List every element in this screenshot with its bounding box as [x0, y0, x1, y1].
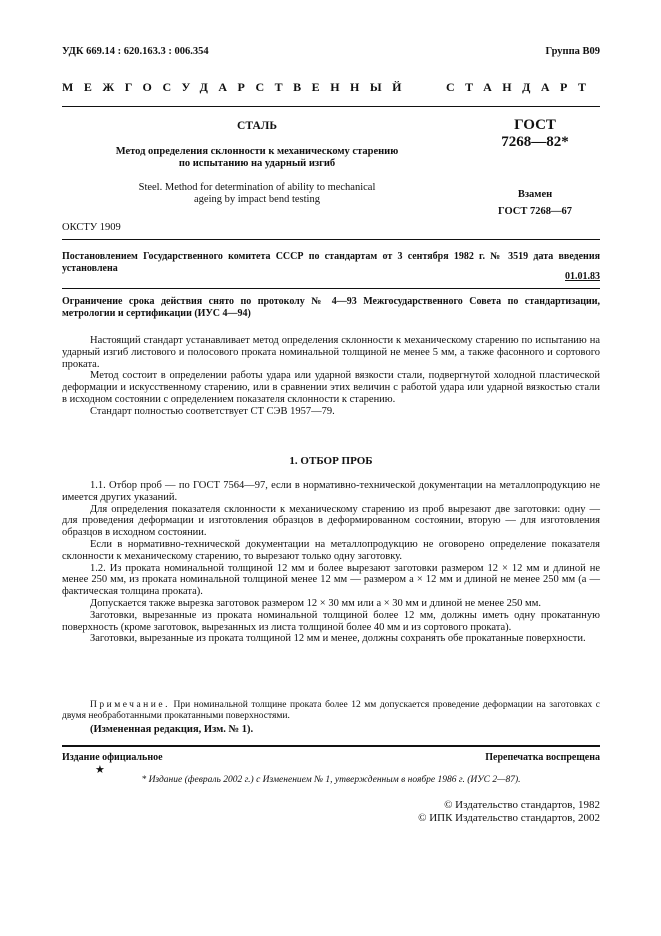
interstate-label: МЕЖГОСУДАРСТВЕННЫЙ [62, 80, 412, 94]
section-body [62, 480, 600, 645]
edition-note: * Издание (февраль 2002 г.) с Изменением № 1, утвержденным в ноябре 1986 г. (ИУС 2—87). [141, 775, 521, 785]
gost-number: 7268—82* [501, 134, 569, 150]
intro-paragraph: Настоящий стандарт устанавливает метод определения склонности к механическому старению по испытанию на ударный изгиб листового и полосового проката номинальной толщиной не менее 5 мм, а также фасонного и сортового проката. [62, 335, 600, 370]
title-en-line2: ageing by impact bend testing [194, 194, 320, 205]
official-edition: Издание официальное [62, 752, 163, 763]
decree-text: Постановлением Государственного комитета СССР по стандартам от 3 сентября 1982 г. № 3519 дата введения установлена [62, 251, 600, 274]
gost-designation [470, 117, 600, 151]
section-paragraph: Заготовки, вырезанные из проката толщиной 12 мм и менее, должны сохранять обе прокатанные поверхности. [90, 633, 586, 645]
replaces-label: Взамен [517, 189, 553, 200]
footer-rule [62, 745, 600, 747]
section-paragraph: 1.2. Из проката номинальной толщиной 12 мм и более вырезают заготовки размером 12 × 12 мм и длиной не менее 250 мм, из проката номинальной толщиной менее 12 мм — размером а × 12 мм и длиной не менее 250 мм (а — фактическая толщина проката). [62, 562, 600, 598]
udk-code: УДК 669.14 : 620.163.3 : 006.354 [62, 46, 209, 57]
title-en [62, 182, 452, 206]
copyright-line: © ИПК Издательство стандартов, 2002 [418, 812, 600, 824]
section-paragraph: Допускается также вырезка заготовок размером 12 × 30 мм или а × 30 мм и длиной не менее 250 мм. [90, 597, 541, 609]
copyright-line: © Издательство стандартов, 1982 [444, 799, 600, 811]
decree-rule [62, 288, 600, 289]
title-en-line1: Steel. Method for determination of ability to mechanical [138, 182, 376, 193]
header-rule [62, 106, 600, 107]
section-paragraph: 1.1. Отбор проб — по ГОСТ 7564—97, если в нормативно-технической документации на металлопродукцию не имеется других указаний. [62, 480, 600, 503]
okstu-code: ОКСТУ 1909 [62, 222, 121, 233]
title-ru-line2: по испытанию на ударный изгиб [178, 158, 336, 169]
decree-date: 01.01.83 [565, 271, 600, 282]
section-paragraph: Заготовки, вырезанные из проката номинальной толщиной более 12 мм, должны иметь одну прокатанную поверхность (кроме заготовок, вырезанных из листа толщиной более 40 мм и из сортового проката). [62, 609, 600, 633]
section-paragraph: Если в нормативно-технической документации на металлопродукцию не оговорено определение показателя склонности к механическому старению, то вырезают только одну заготовку. [62, 538, 600, 562]
intro-paragraph: Метод состоит в определении работы удара или ударной вязкости стали, подвергнутой холодной пластической деформации и искусственному старению, или в сравнении этих величин с работой удара или ударной вязкостью стали в исходном состоянии с определением показателя склонности к старению. [62, 370, 600, 405]
gost-label: ГОСТ [514, 117, 556, 133]
limit-text: Ограничение срока действия снято по протоколу № 4—93 Межгосударственного Совета по стандартизации, метрологии и сертификации (ИУС 4—94) [62, 296, 600, 319]
subject-title: СТАЛЬ [237, 120, 277, 132]
replaces-value: ГОСТ 7268—67 [498, 206, 572, 217]
standard-label: СТАНДАРТ [446, 80, 597, 94]
note-label: Примечание. [90, 700, 170, 710]
title-rule [62, 239, 600, 240]
star-mark: ★ [95, 764, 105, 776]
group-code: Группа В09 [545, 46, 600, 57]
section-heading: 1. ОТБОР ПРОБ [289, 455, 373, 467]
section-paragraph: Для определения показателя склонности к механическому старению из проб вырезают две заготовки: одну — для проведения деформации и изготовления образцов в деформированном состоянии, вторую — для изготовления образцов в исходном состоянии. [62, 503, 600, 539]
note-text: При номинальной толщине проката более 12 мм допускается проведение деформации на заготовках с двумя необработанными прокатанными поверхностями. [62, 700, 601, 721]
intro-section [62, 335, 600, 418]
amendment-note: (Измененная редакция, Изм. № 1). [90, 724, 254, 735]
intro-paragraph: Стандарт полностью соответствует СТ СЭВ 1957—79. [90, 405, 335, 417]
title-ru-line1: Метод определения склонности к механическому старению [115, 146, 399, 157]
note-block [62, 700, 600, 722]
copyright-block [418, 799, 600, 825]
reprint-prohibited: Перепечатка воспрещена [485, 752, 600, 763]
replaces-block [470, 186, 600, 220]
title-ru [62, 146, 452, 170]
